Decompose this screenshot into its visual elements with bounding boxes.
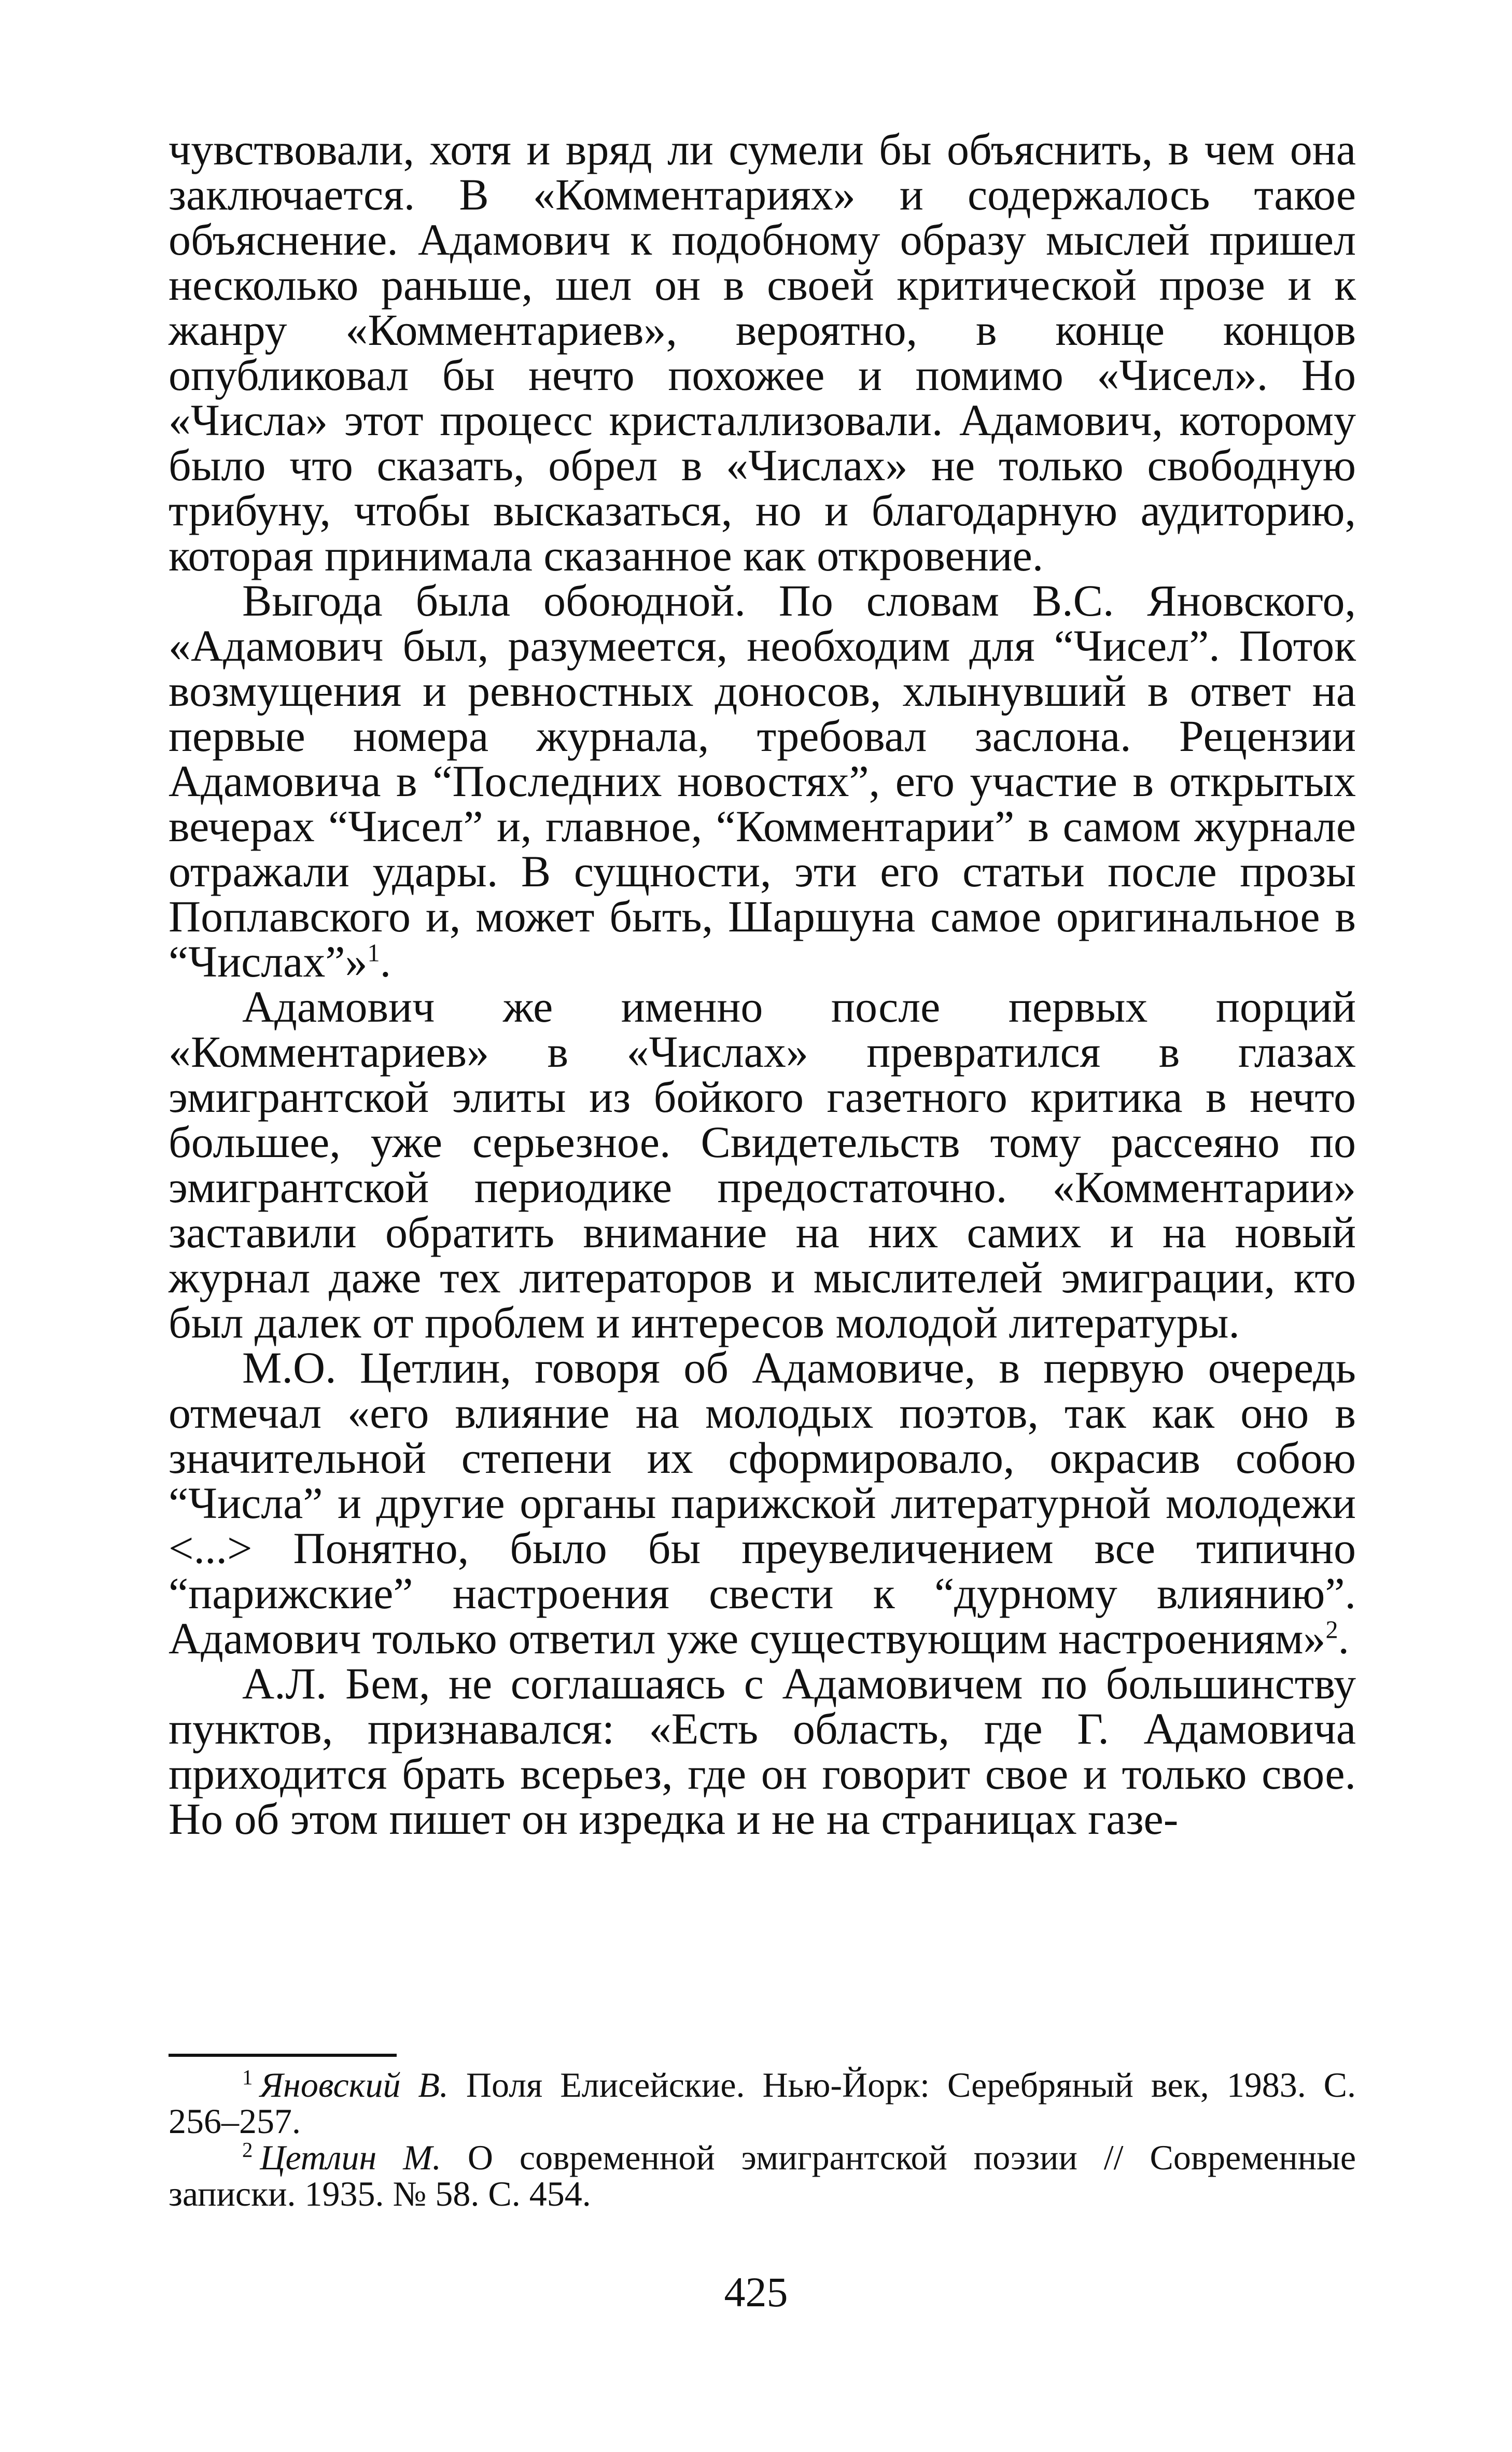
paragraph-2: Выгода была обоюдной. По словам В.С. Яновского, «Адамович был, разумеется, необходим для “Чисел”. Поток возмущения и ревностных доносов, хлынувший в ответ на первые номера журнала, требовал заслона. Рецензии Адамовича в “Последних новостях”, его участие в открытых вечерах “Чисел” и, главное, “Комментарии” в самом журнале отражали удары. В сущности, эти его статьи после прозы Поплавского и, может быть, Шаршуна самое оригинальное в “Числах”»$^1$. [169,576,1356,986]
footnote-2-author: Цетлин М. [260,2138,441,2177]
footnote-ref-1[interactable]: 1 [367,939,380,967]
page-body [169,124,1356,1844]
paragraph-4-end: . [1338,1613,1350,1663]
footnote-2 [169,2139,1356,2212]
footnote-1-author: Яновский В. [260,2065,449,2105]
footnote-2-text: О современной эмигрантской поэзии // Современные записки. 1935. № 58. С. 454. [169,2138,1356,2213]
footnote-divider [169,2054,397,2057]
footnote-1-text: Поля Елисейские. Нью-Йорк: Серебряный век, 1983. С. 256–257. [169,2065,1356,2141]
paragraph-4-text: М.О. Цетлин, говоря об Адамовиче, в первую очередь отмечал «его влияние на молодых поэтов, так как оно в значительной степени их сформировало, окрасив собою “Числа” и другие органы парижской литературной молодежи <...> Понятно, было бы преувеличением все типично “парижские” настроения свести к “дурному влиянию”. Адамович только ответил уже существующим настроениям» [169,1343,1356,1663]
footnote-1 [169,2067,1356,2139]
footnote-2-mark: 2 [242,2138,253,2162]
paragraph-4 [169,1345,1356,1661]
footnote-1-mark: 1 [242,2066,253,2089]
page-number: 425 [724,2268,788,2316]
paragraph-2-text: Выгода была обоюдной. По словам В.С. Яновского, «Адамович был, разумеется, необходим для “Чисел”. Поток возмущения и ревностных доносов, хлынувший в ответ на первые номера журнала, требовал заслона. Рецензии Адамовича в “Последних новостях”, его участие в открытых вечерах “Чисел” и, главное, “Комментарии” в самом журнале отражали удары. В сущности, эти его статьи после прозы Поплавского и, может быть, Шаршуна самое оригинальное в “Числах”» [169,576,1356,986]
paragraph-5: А.Л. Бем, не соглашаясь с Адамовичем по большинству пунктов, признавался: «Есть область, где Г. Адамовича приходится брать всерьез, где он говорит свое и только свое. Но об этом пишет он изредка и не на страницах газе- [169,1659,1356,1844]
footnote-ref-2[interactable]: 2 [1325,1616,1338,1644]
footnotes [169,2067,1356,2212]
paragraph-3: Адамович же именно после первых порций «Комментариев» в «Числах» превратился в глазах эмигрантской элиты из бойкого газетного критика в нечто большее, уже серьезное. Свидетельств тому рассеяно по эмигрантской периодике предостаточно. «Комментарии» заставили обратить внимание на них самих и на новый журнал даже тех литераторов и мыслителей эмиграции, кто был далек от проблем и интересов молодой литературы. [169,982,1356,1347]
paragraph-1: чувствовали, хотя и вряд ли сумели бы объяснить, в чем она заключается. В «Комментариях» и содержалось такое объяснение. Адамович к подобному образу мыслей пришел несколько раньше, шел он в своей критической прозе и к жанру «Комментариев», вероятно, в конце концов опубликовал бы нечто похожее и помимо «Чисел». Но «Числа» этот процесс кристаллизовали. Адамович, которому было что сказать, обрел в «Числах» не только свободную трибуну, чтобы высказаться, но и благодарную аудиторию, которая принимала сказанное как откровение. [169,124,1356,580]
main-text [169,124,1356,1844]
